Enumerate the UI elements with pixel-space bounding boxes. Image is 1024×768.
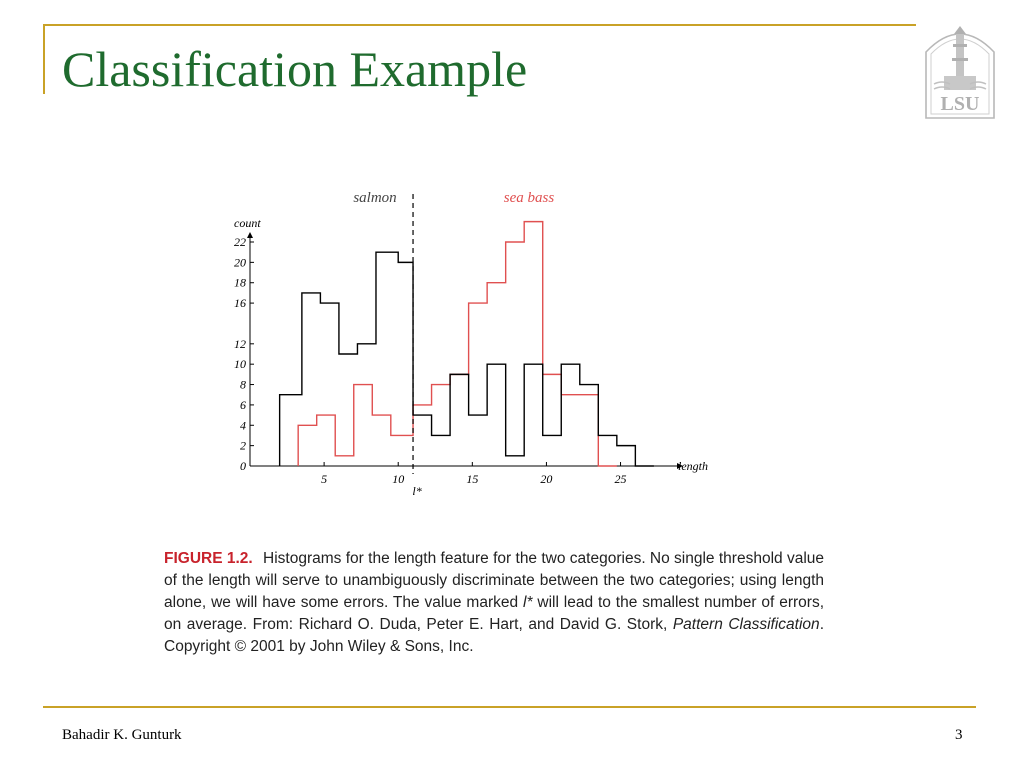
y-tick-label: 6 xyxy=(240,397,246,412)
salmon-bar xyxy=(506,456,525,466)
caption-l-star: l* xyxy=(523,594,533,611)
salmon-bar xyxy=(280,395,302,466)
salmon-bar xyxy=(376,252,398,466)
salmon-bar xyxy=(432,435,451,466)
sea-bass-bar xyxy=(506,242,525,466)
y-tick-label: 16 xyxy=(234,296,246,311)
y-axis-label: count xyxy=(234,216,261,230)
x-tick-label: 20 xyxy=(540,472,553,486)
y-tick-label: 4 xyxy=(240,418,246,433)
slide-title: Classification Example xyxy=(62,41,528,97)
y-tick-label: 22 xyxy=(234,235,246,249)
salmon-bar xyxy=(339,354,358,466)
caption-text-1: Histograms for the length feature for the two categories. No single threshold value of the length will serve to unambiguously discriminate between the two categories; using length alone, we will have some errors. The value marked xyxy=(164,550,824,611)
figure-caption xyxy=(164,548,824,658)
top-rule xyxy=(43,24,916,26)
x-tick-label: 5 xyxy=(321,472,328,486)
salmon-bar xyxy=(450,374,469,466)
x-tick-label: 10 xyxy=(392,472,405,486)
y-axis-arrow xyxy=(247,232,253,238)
salmon-bar xyxy=(487,364,506,466)
y-tick-label: 8 xyxy=(240,377,246,392)
salmon-bar xyxy=(469,415,488,466)
bottom-rule xyxy=(43,706,976,708)
legend-salmon: salmon xyxy=(353,190,397,206)
salmon-bar xyxy=(543,435,562,466)
salmon-bar xyxy=(413,415,432,466)
salmon-bar xyxy=(524,364,543,466)
y-tick-label: 20 xyxy=(234,255,246,270)
logo-text: LSU xyxy=(940,93,980,115)
legend-sea-bass: sea bass xyxy=(503,190,555,206)
histogram-chart xyxy=(220,180,740,510)
y-tick-label: 0 xyxy=(240,459,246,473)
caption-book-title: Pattern Classification xyxy=(672,616,820,633)
page-number: 3 xyxy=(955,727,963,743)
left-rule xyxy=(43,24,45,94)
caption-copyright: . Copyright © 2001 by John Wiley & Sons, Inc. xyxy=(164,616,824,655)
y-tick-label: 12 xyxy=(234,336,246,351)
salmon-bar xyxy=(617,446,636,466)
y-tick-label: 10 xyxy=(234,357,246,372)
salmon-bar xyxy=(302,293,321,466)
lsu-logo xyxy=(922,18,998,122)
x-tick-label: 25 xyxy=(614,472,627,486)
salmon-bar xyxy=(320,303,339,466)
salmon-bar xyxy=(357,344,376,466)
y-tick-label: 2 xyxy=(240,438,246,453)
caption-text-2: will lead to the smallest number of errors, on average. From: Richard O. Duda, Peter E. Hart, and David G. Stork, xyxy=(164,594,825,633)
caption-label: FIGURE 1.2. xyxy=(164,550,253,567)
salmon-bar xyxy=(598,435,617,466)
x-tick-label: 15 xyxy=(466,472,479,486)
threshold-label: l* xyxy=(412,484,422,498)
y-tick-label: 18 xyxy=(234,275,246,290)
salmon-bar xyxy=(398,262,413,466)
x-axis-label: length xyxy=(678,459,708,473)
salmon-bar xyxy=(561,364,580,466)
footer-author: Bahadir K. Gunturk xyxy=(62,727,182,743)
salmon-bar xyxy=(580,385,599,466)
